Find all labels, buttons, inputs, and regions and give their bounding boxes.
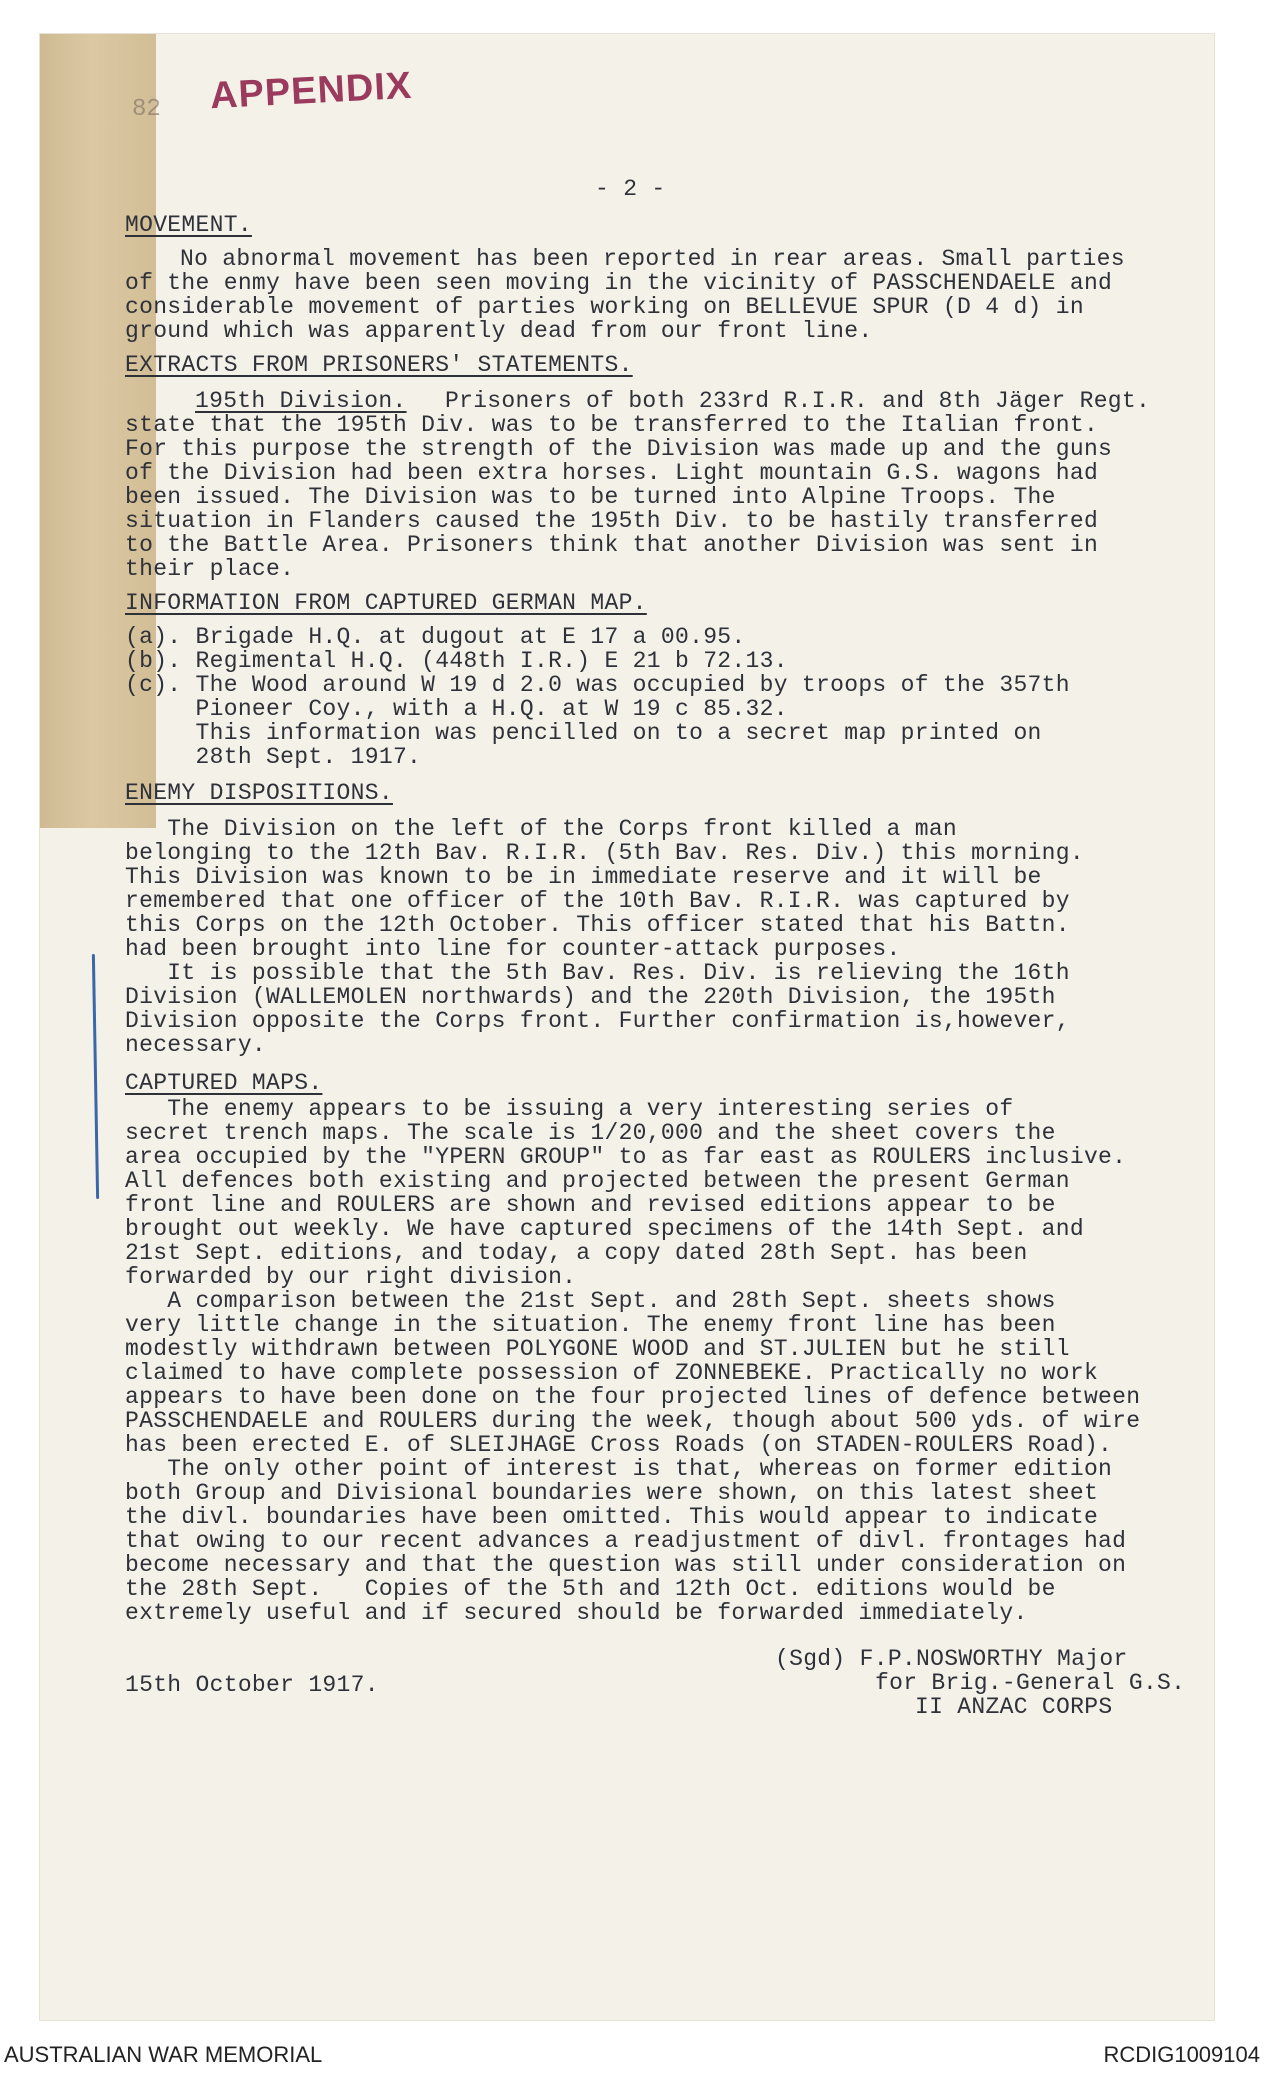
text-line: This Division was known to be in immediate reserve and it will be xyxy=(125,864,1042,890)
footer-record-id: RCDIG1009104 xyxy=(1103,2042,1260,2067)
text-line: Prisoners of both 233rd R.I.R. and 8th Jäger Regt. xyxy=(445,388,1151,414)
text-line: PASSCHENDAELE and ROULERS during the week, though about 500 yds. of wire xyxy=(125,1408,1141,1434)
page-number: - 2 - xyxy=(595,176,666,202)
appendix-stamp: APPENDIX xyxy=(209,64,414,118)
text-line: modestly withdrawn between POLYGONE WOOD and ST.JULIEN but he still xyxy=(125,1336,1070,1362)
text-line: that owing to our recent advances a readjustment of divl. frontages had xyxy=(125,1528,1127,1554)
document-date: 15th October 1917. xyxy=(125,1672,379,1698)
text-line: secret trench maps. The scale is 1/20,000 and the sheet covers the xyxy=(125,1120,1056,1146)
text-line: For this purpose the strength of the Division was made up and the guns xyxy=(125,436,1113,462)
text-line: become necessary and that the question was still under consideration on xyxy=(125,1552,1127,1578)
text-line: Division (WALLEMOLEN northwards) and the 220th Division, the 195th xyxy=(125,984,1056,1010)
text-line: Division opposite the Corps front. Further confirmation is,however, xyxy=(125,1008,1070,1034)
text-line: the 28th Sept. Copies of the 5th and 12th Oct. editions would be xyxy=(125,1576,1056,1602)
text-line: No abnormal movement has been reported in rear areas. Small parties xyxy=(180,246,1125,272)
subheading-195th-division: 195th Division. xyxy=(195,388,407,414)
text-line: appears to have been done on the four projected lines of defence between xyxy=(125,1384,1141,1410)
text-line: this Corps on the 12th October. This officer stated that his Battn. xyxy=(125,912,1070,938)
text-line: necessary. xyxy=(125,1032,267,1058)
text-line: claimed to have complete possession of ZONNEBEKE. Practically no work xyxy=(125,1360,1099,1386)
text-line: situation in Flanders caused the 195th Div. to be hastily transferred xyxy=(125,508,1099,534)
signature-line-1: (Sgd) F.P.NOSWORTHY Major xyxy=(775,1646,1128,1672)
text-line: forwarded by our right division. xyxy=(125,1264,577,1290)
heading-movement: MOVEMENT. xyxy=(125,212,252,238)
text-line: been issued. The Division was to be turned into Alpine Troops. The xyxy=(125,484,1056,510)
signature-line-2: for Brig.-General G.S. xyxy=(875,1670,1186,1696)
page-ref-number: 82 xyxy=(132,96,161,123)
text-line: area occupied by the "YPERN GROUP" to as far east as ROULERS inclusive. xyxy=(125,1144,1127,1170)
text-line: (b). Regimental H.Q. (448th I.R.) E 21 b 72.13. xyxy=(125,648,788,674)
text-line: 21st Sept. editions, and today, a copy dated 28th Sept. has been xyxy=(125,1240,1028,1266)
text-line: remembered that one officer of the 10th Bav. R.I.R. was captured by xyxy=(125,888,1070,914)
text-line: of the enmy have been seen moving in the vicinity of PASSCHENDAELE and xyxy=(125,270,1113,296)
text-line: 28th Sept. 1917. xyxy=(125,744,422,770)
text-line: front line and ROULERS are shown and revised editions appear to be xyxy=(125,1192,1056,1218)
text-line: (c). The Wood around W 19 d 2.0 was occupied by troops of the 357th xyxy=(125,672,1070,698)
text-line: their place. xyxy=(125,556,295,582)
text-line: All defences both existing and projected between the present German xyxy=(125,1168,1070,1194)
heading-enemy-dispositions: ENEMY DISPOSITIONS. xyxy=(125,780,393,806)
text-line: (a). Brigade H.Q. at dugout at E 17 a 00.95. xyxy=(125,624,746,650)
text-line: The only other point of interest is that, whereas on former edition xyxy=(125,1456,1113,1482)
text-line: to the Battle Area. Prisoners think that another Division was sent in xyxy=(125,532,1099,558)
text-line: extremely useful and if secured should be forwarded immediately. xyxy=(125,1600,1028,1626)
text-line: belonging to the 12th Bav. R.I.R. (5th Bav. Res. Div.) this morning. xyxy=(125,840,1084,866)
text-line: Pioneer Coy., with a H.Q. at W 19 c 85.32. xyxy=(125,696,788,722)
text-line: the divl. boundaries have been omitted. This would appear to indicate xyxy=(125,1504,1099,1530)
heading-prisoners: EXTRACTS FROM PRISONERS' STATEMENTS. xyxy=(125,352,633,378)
text-line: The Division on the left of the Corps front killed a man xyxy=(125,816,958,842)
text-line: The enemy appears to be issuing a very interesting series of xyxy=(125,1096,1014,1122)
signature-line-3: II ANZAC CORPS xyxy=(915,1694,1113,1720)
document-body xyxy=(125,34,1214,1828)
text-line: state that the 195th Div. was to be transferred to the Italian front. xyxy=(125,412,1099,438)
text-line: It is possible that the 5th Bav. Res. Div. is relieving the 16th xyxy=(125,960,1070,986)
heading-captured-map: INFORMATION FROM CAPTURED GERMAN MAP. xyxy=(125,590,647,616)
text-line: very little change in the situation. The enemy front line has been xyxy=(125,1312,1056,1338)
text-line: both Group and Divisional boundaries were shown, on this latest sheet xyxy=(125,1480,1099,1506)
text-line: ground which was apparently dead from our front line. xyxy=(125,318,873,344)
heading-captured-maps: CAPTURED MAPS. xyxy=(125,1070,323,1096)
text-line: brought out weekly. We have captured specimens of the 14th Sept. and xyxy=(125,1216,1084,1242)
text-line: A comparison between the 21st Sept. and 28th Sept. sheets shows xyxy=(125,1288,1056,1314)
text-line: considerable movement of parties working on BELLEVUE SPUR (D 4 d) in xyxy=(125,294,1084,320)
text-line: had been brought into line for counter-attack purposes. xyxy=(125,936,901,962)
text-line: has been erected E. of SLEIJHAGE Cross Roads (on STADEN-ROULERS Road). xyxy=(125,1432,1113,1458)
margin-pencil-mark xyxy=(92,954,99,1199)
document-sheet xyxy=(40,34,1214,2020)
text-line: This information was pencilled on to a secret map printed on xyxy=(125,720,1042,746)
text-line: of the Division had been extra horses. Light mountain G.S. wagons had xyxy=(125,460,1099,486)
footer-institution: AUSTRALIAN WAR MEMORIAL xyxy=(4,2042,323,2067)
